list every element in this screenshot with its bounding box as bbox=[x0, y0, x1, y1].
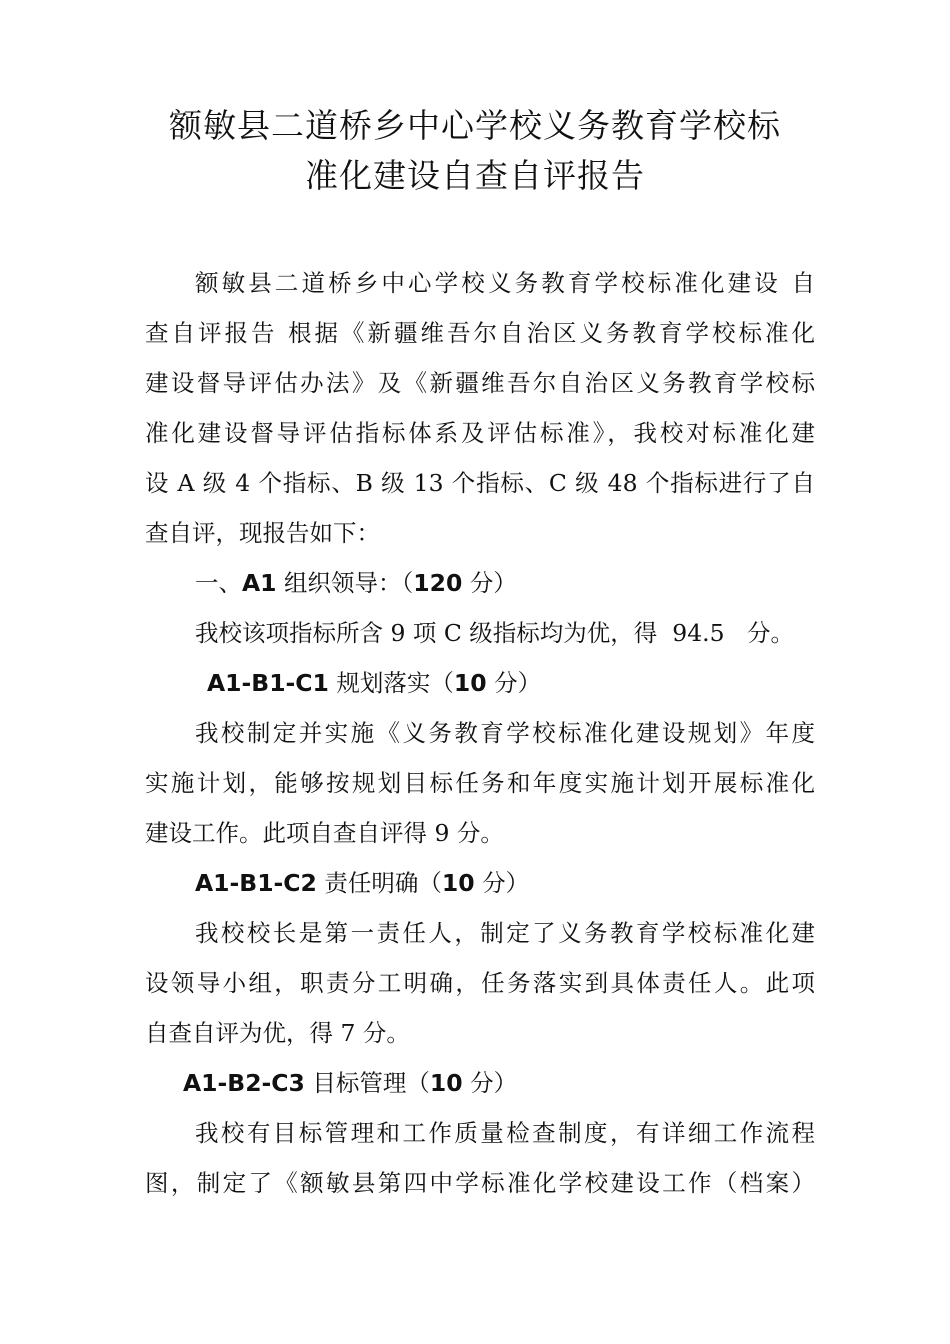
c1-body-line-2: 实施计划，能够按规划目标任务和年度实施计划开展标准化 bbox=[145, 769, 815, 797]
c1-heading bbox=[145, 658, 815, 708]
c3-heading bbox=[145, 1058, 815, 1108]
c1-code: A1-B1-C1 bbox=[207, 669, 329, 697]
intro-line-6: 查自评，现报告如下： bbox=[145, 519, 380, 547]
c2-body-line-2: 设领导小组，职责分工明确，任务落实到具体责任人。此项 bbox=[145, 969, 815, 997]
c2-score: 10 bbox=[441, 869, 475, 897]
c2-body-line-1: 我校校长是第一责任人，制定了义务教育学校标准化建 bbox=[195, 919, 815, 947]
intro-line-1: 额敏县二道桥乡中心学校义务教育学校标准化建设 自 bbox=[195, 269, 815, 297]
intro-line-4: 准化建设督导评估指标体系及评估标准》，我校对标准化建 bbox=[145, 419, 815, 447]
section-a1-suffix: 分） bbox=[462, 569, 517, 597]
document-title-line-1: 额敏县二道桥乡中心学校义务教育学校标 bbox=[169, 106, 781, 145]
c3-name: 目标管理（ bbox=[304, 1069, 430, 1097]
section-a1-prefix: 一、 bbox=[195, 569, 242, 597]
c2-name: 责任明确（ bbox=[316, 869, 442, 897]
c3-suffix: 分） bbox=[462, 1069, 518, 1097]
section-a1-name: 组织领导：（ bbox=[276, 569, 414, 597]
intro-line-5: 设 A 级 4 个指标、B 级 13 个指标、C 级 48 个指标进行了自 bbox=[145, 469, 815, 497]
c3-body-line-1: 我校有目标管理和工作质量检查制度，有详细工作流程 bbox=[195, 1119, 815, 1147]
c2-heading bbox=[145, 858, 815, 908]
section-a1-code: A1 bbox=[242, 569, 277, 597]
section-a1-score: 120 bbox=[413, 569, 463, 597]
c1-name: 规划落实（ bbox=[328, 669, 454, 697]
section-a1-heading bbox=[145, 558, 815, 608]
c1-body-line-1: 我校制定并实施《义务教育学校标准化建设规划》年度 bbox=[195, 719, 815, 747]
section-a1-summary: 我校该项指标所含 9 项 C 级指标均为优，得 94.5 分。 bbox=[195, 619, 794, 647]
c2-suffix: 分） bbox=[474, 869, 530, 897]
c2-body-line-3: 自查自评为优，得 7 分。 bbox=[145, 1019, 410, 1047]
intro-line-3: 建设督导评估办法》及《新疆维吾尔自治区义务教育学校标 bbox=[145, 369, 815, 397]
c3-score: 10 bbox=[429, 1069, 463, 1097]
c2-code: A1-B1-C2 bbox=[195, 869, 317, 897]
c1-score: 10 bbox=[453, 669, 487, 697]
document-title-line-2: 准化建设自查自评报告 bbox=[305, 156, 645, 195]
intro-line-2: 查自评报告 根据《新疆维吾尔自治区义务教育学校标准化 bbox=[145, 319, 815, 347]
c1-body-line-3: 建设工作。此项自查自评得 9 分。 bbox=[145, 819, 504, 847]
c3-code: A1-B2-C3 bbox=[183, 1069, 305, 1097]
c1-suffix: 分） bbox=[486, 669, 542, 697]
c3-body-line-2: 图，制定了《额敏县第四中学标准化学校建设工作（档案） bbox=[145, 1169, 815, 1197]
